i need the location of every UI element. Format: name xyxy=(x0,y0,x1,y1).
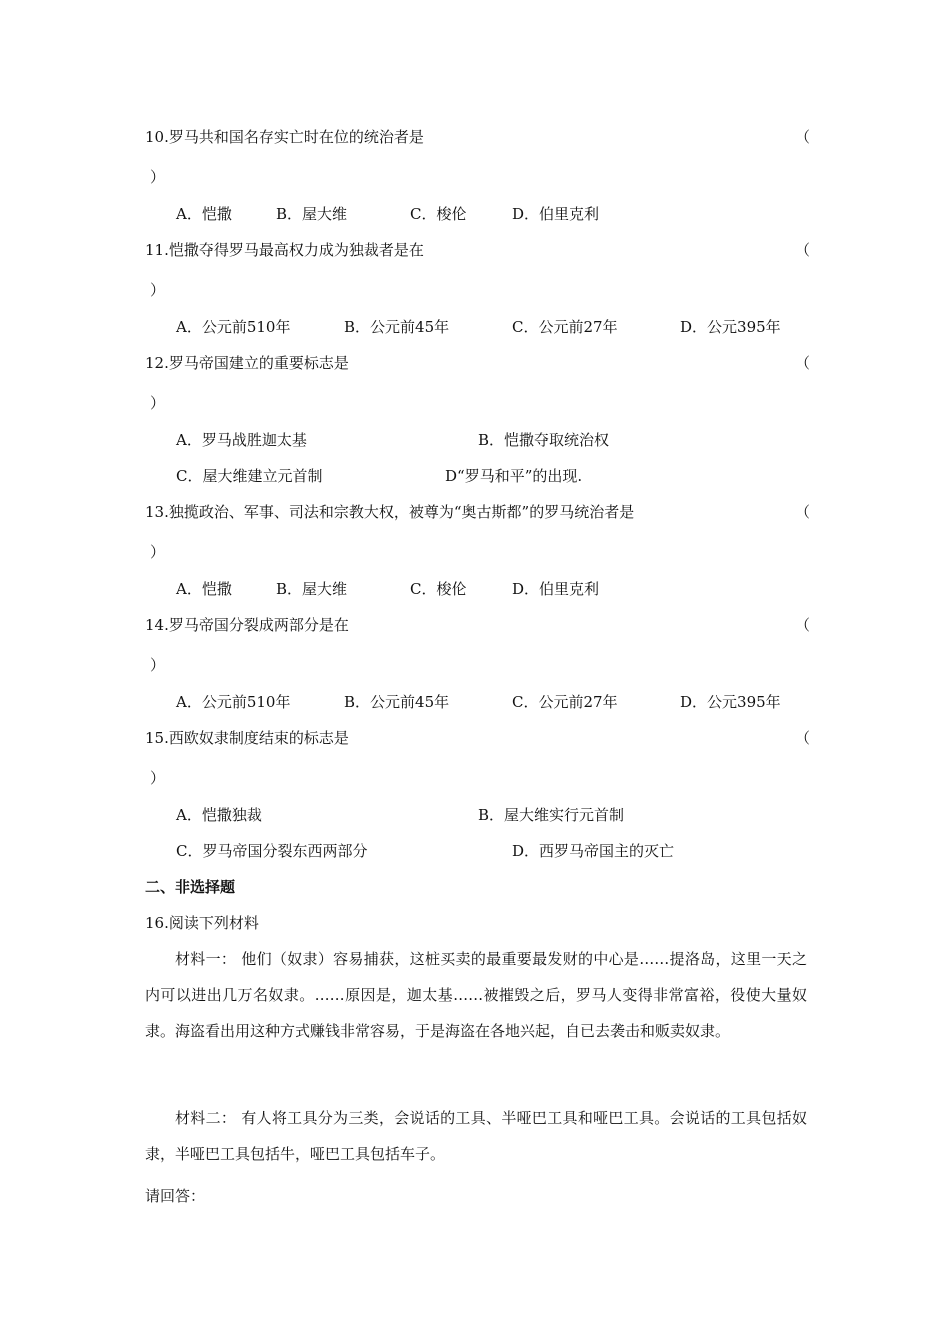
question-13-stem: 13.独揽政治、军事、司法和宗教大权，被尊为“奥古斯都”的罗马统治者是 xyxy=(145,503,635,521)
question-13-option-d: D．伯里克利 xyxy=(512,580,600,598)
question-16-stem: 16.阅读下列材料 xyxy=(145,914,259,932)
question-15-stem: 15.西欧奴隶制度结束的标志是 xyxy=(145,729,349,747)
question-14-option-b: B．公元前45年 xyxy=(344,693,450,711)
question-14-option-d: D．公元395年 xyxy=(680,693,781,711)
question-14-paren: （ xyxy=(795,616,811,634)
question-11-close: ） xyxy=(150,281,166,299)
question-14-stem: 14.罗马帝国分裂成两部分是在 xyxy=(145,616,349,634)
question-12-stem: 12.罗马帝国建立的重要标志是 xyxy=(145,354,349,372)
question-14-close: ） xyxy=(150,656,166,674)
question-11-option-b: B．公元前45年 xyxy=(344,318,450,336)
question-15-paren: （ xyxy=(795,729,811,747)
question-10-close: ） xyxy=(150,168,166,186)
question-13-paren: （ xyxy=(795,503,811,521)
material-1-paragraph: 材料一： 他们（奴隶）容易捕获，这桩买卖的最重要最发财的中心是……提洛岛，这里一天之内可以进出几万名奴隶。……原因是，迦太基……被摧毁之后，罗马人变得非常富裕，役使大量奴隶。海盗看出用这种方式赚钱非常容易，于是海盗在各地兴起，自已去袭击和贩卖奴隶。 xyxy=(145,950,807,1040)
section-heading: 二、非选择题 xyxy=(145,878,236,896)
question-15-close: ） xyxy=(150,769,166,787)
question-12-option-c: C．屋大维建立元首制 xyxy=(176,467,323,485)
question-15-option-c: C．罗马帝国分裂东西两部分 xyxy=(176,842,368,860)
question-12-paren: （ xyxy=(795,354,811,372)
question-10-option-d: D．伯里克利 xyxy=(512,205,600,223)
question-14-option-c: C．公元前27年 xyxy=(512,693,618,711)
question-12-close: ） xyxy=(150,394,166,412)
question-15-option-d: D．西罗马帝国主的灭亡 xyxy=(512,842,675,860)
material-2-paragraph: 材料二： 有人将工具分为三类，会说话的工具、半哑巴工具和哑巴工具。会说话的工具包括奴隶，半哑巴工具包括牛，哑巴工具包括车子。 xyxy=(145,1109,807,1163)
question-10-paren: （ xyxy=(795,128,811,146)
question-11-stem: 11.恺撒夺得罗马最高权力成为独裁者是在 xyxy=(145,241,424,259)
question-12-option-b: B．恺撒夺取统治权 xyxy=(478,431,610,449)
question-15-option-a: A．恺撒独裁 xyxy=(176,806,262,824)
question-13-close: ） xyxy=(150,543,166,561)
question-14-option-a: A．公元前510年 xyxy=(176,693,291,711)
question-13-option-c: C．梭伦 xyxy=(410,580,467,598)
question-11-option-c: C．公元前27年 xyxy=(512,318,618,336)
question-10-stem: 10.罗马共和国名存实亡时在位的统治者是 xyxy=(145,128,424,146)
answer-prompt: 请回答： xyxy=(145,1187,206,1205)
question-13-option-a: A．恺撒 xyxy=(176,580,232,598)
question-10-option-a: A．恺撒 xyxy=(176,205,232,223)
question-12-option-d: D“罗马和平”的出现. xyxy=(445,467,583,485)
question-15-option-b: B．屋大维实行元首制 xyxy=(478,806,625,824)
question-13-option-b: B．屋大维 xyxy=(276,580,348,598)
question-10-option-b: B．屋大维 xyxy=(276,205,348,223)
question-11-option-a: A．公元前510年 xyxy=(176,318,291,336)
question-12-option-a: A．罗马战胜迦太基 xyxy=(176,431,307,449)
question-11-option-d: D．公元395年 xyxy=(680,318,781,336)
question-11-paren: （ xyxy=(795,241,811,259)
question-10-option-c: C．梭伦 xyxy=(410,205,467,223)
